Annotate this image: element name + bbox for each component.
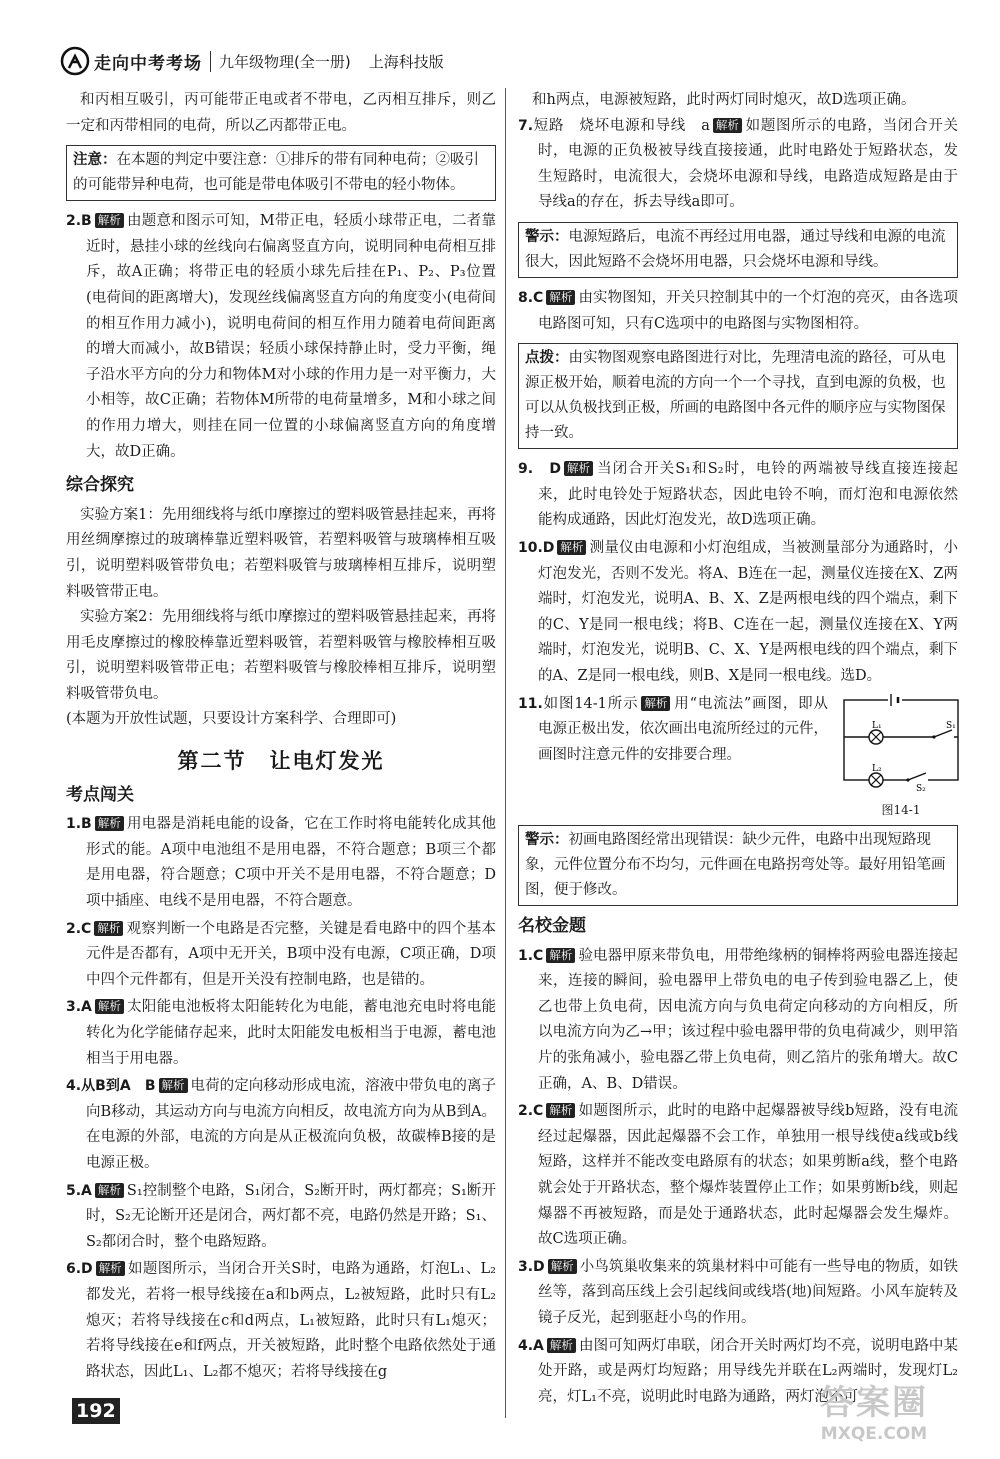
answer-number: 5.A — [66, 1182, 92, 1199]
answer-number: 11. — [518, 695, 543, 712]
analysis-tag: 解析 — [547, 1338, 576, 1353]
answer-number: 8.C — [518, 289, 544, 306]
answer-number: 9. D — [518, 461, 561, 478]
plan-note: (本题为开放性试题，只要设计方案科学、合理即可) — [66, 711, 397, 728]
analysis-tag: 解析 — [159, 1078, 188, 1093]
answer-item — [66, 1179, 496, 1256]
answer-number: 6.D — [66, 1261, 93, 1278]
answer-item — [66, 995, 496, 1072]
answer-text: 由题意和图示可知，M带正电，轻质小球带正电，二者靠近时，悬挂小球的丝线向右偏离竖直方向，说明同种电荷相互排斥，故A正确；将带正电的轻质小球先后挂在P₁、P₂、P₃位置(电荷间的距离增大)，发现丝线偏离竖直方向的角度变小(电荷间的相互作用力减小)，说明电荷间的相互作用力随着电荷间距离的增大而减小，故B错误；轻质小球保持静止时，受力平衡，绳子沿水平方向的分力和物体M对小球的作用力是一对平衡力，大小相等，故C正确；若物体M所带的电荷量增多，M和小球之间的作用力增大，则挂在同一位置的小球偏离竖直方向的角度增大，故D正确。 — [86, 213, 496, 460]
answer-text: 用电器是消耗电能的设备，它在工作时将电能转化成其他形式的能。A项中电池组不是用电器，不符合题意；B项三个都是用电器，符合题意；C项中开关不是用电器，不符合题意；D项中插座、电线不是用电器，不符合题意。 — [86, 816, 496, 910]
answer-item — [518, 1099, 958, 1253]
answer-text: 如题图所示，此时的电路中起爆器被导线b短路，没有电流经过起爆器，因此起爆器不会工作，单独用一根导线使a线或b线短路，这样并不能改变电路原有的状态；如果剪断a线，整个电路就会处于开路状态，整个爆炸装置停止工作；如果剪断b线，则起爆器不再被短路，而是处于通路状态，此时起爆器会发生爆炸。故C选项正确。 — [538, 1103, 958, 1248]
answer-text: 观察判断一个电路是否完整，关键是看电路中的四个基本元件是否都有，A项中无开关，B项中没有电源，C项正确，D项中四个元件都有，但是开关没有控制电路，也是错的。 — [86, 920, 496, 988]
left-column — [66, 88, 496, 1387]
analysis-tag: 解析 — [546, 290, 575, 305]
left-intro: 和丙相互吸引，丙可能带正电或者不带电，乙丙相互排斥，则乙一定和丙带相同的电荷，所以乙丙都带正电。 — [66, 92, 496, 134]
note-box — [66, 145, 496, 201]
answer-number: 1.B — [66, 816, 92, 833]
answer-text: 如题图所示的电路，当闭合开关时，电源的正负极被导线直接接通，此时电路处于短路状态，发生短路时，电流很大，会烧坏电源和导线，电路造成短路是由于导线a的存在，拆去导线a即可。 — [538, 117, 958, 211]
answer-key: 如图14-1所示 — [542, 695, 639, 712]
answer-item — [518, 692, 828, 818]
answer-item — [66, 917, 496, 994]
analysis-tag: 解析 — [95, 213, 124, 228]
tip-text: 由实物图观察电路图进行对比，先理清电流的路径，可从电源正极开始，顺着电流的方向一个一个寻找，直到电源的负极，也可以从负极找到正极，所画的电路图中各元件的顺序应与实物图保持一致。 — [525, 350, 946, 442]
chapter-title: 第二节 让电灯发光 — [177, 749, 385, 774]
answer-item — [66, 1074, 496, 1176]
answer-number: 1.C — [518, 947, 544, 964]
answer-item — [66, 1257, 496, 1385]
answer-key: 短路 烧坏电源和导线 a — [533, 117, 710, 134]
answer-text: 如题图所示，当闭合开关S时，电路为通路，灯泡L₁、L₂都发光，若将一根导线接在a和b两点，L₂被短路，此时只有L₂熄灭；若将导线接在c和d两点，L₁被短路，此时只有L₁熄灭；若将导线接在e和f两点，开关被短路，此时整个电路依然处于通路状态，因此L₁、L₂都不熄灭；若将导线接在g — [86, 1261, 496, 1380]
answer-number: 10.D — [518, 539, 555, 556]
note-text: 在本题的判定中要注意：①排斥的带有同种电荷；②吸引的可能带异种电荷，也可能是带电体吸引不带电的轻小物体。 — [73, 152, 479, 194]
answer-text: 由实物图知，开关只控制其中的一个灯泡的亮灭，由各选项电路图可知，只有C选项中的电路图与实物图相符。 — [538, 289, 958, 332]
analysis-tag: 解析 — [548, 1259, 577, 1274]
section-heading-explore: 综合探究 — [66, 475, 134, 496]
answer-number: 4.从B到A B — [66, 1078, 156, 1095]
answer-number: 4.A — [518, 1337, 544, 1354]
circuit-diagram — [836, 692, 966, 792]
page-number: 192 — [72, 1398, 120, 1424]
figure-caption: 图14-1 — [881, 803, 921, 818]
answer-text: 当闭合开关S₁和S₂时，电铃的两端被导线直接连接起来，此时电铃处于短路状态，因此电铃不响，而灯泡和电源依然能构成通路，因此灯泡发光，故D选项正确。 — [538, 461, 958, 529]
analysis-tag: 解析 — [546, 1103, 575, 1118]
warning-text: 初画电路图经常出现错误：缺少元件，电路中出现短路现象，元件位置分布不均匀，元件画在电路拐弯处等。最好用铅笔画图，便于修改。 — [525, 832, 946, 899]
answer-text: 太阳能电池板将太阳能转化为电能，蓄电池充电时将电能转化为化学能储存起来，此时太阳能发电板相当于电源，蓄电池相当于用电器。 — [86, 999, 496, 1067]
analysis-tag: 解析 — [564, 461, 593, 476]
right-intro: 和h两点，电源被短路，此时两灯同时熄灭，故D选项正确。 — [532, 92, 916, 108]
analysis-tag: 解析 — [95, 816, 124, 831]
answer-item — [518, 536, 958, 690]
analysis-tag: 解析 — [641, 696, 670, 711]
answer-item — [66, 812, 496, 914]
answer-item — [518, 944, 958, 1098]
answer-item — [518, 114, 958, 216]
answer-number: 2.C — [66, 920, 92, 937]
answer-item — [518, 1255, 958, 1332]
book-title: 九年级物理(全一册) — [210, 51, 351, 72]
section-heading-points: 考点闯关 — [66, 784, 134, 805]
analysis-tag: 解析 — [713, 118, 742, 133]
analysis-tag: 解析 — [95, 1183, 124, 1198]
answer-text: 验电器甲原来带负电，用带绝缘柄的铜棒将两验电器连接起来，连接的瞬间，验电器甲上带负电的电子传到验电器乙上，使乙也带上负电荷，因电流方向与负电荷定向移动的方向相反，所以电流方向为乙→甲；该过程中验电器甲带的负电荷减少，则甲箔片的张角减小，验电器乙带上负电荷，则乙箔片的张角增大。故C正确，A、B、D错误。 — [538, 947, 958, 1092]
warning-box — [518, 222, 958, 278]
answer-number: 7. — [518, 117, 534, 134]
column-divider — [505, 88, 506, 1418]
circuit-figure — [836, 692, 966, 820]
analysis-tag: 解析 — [94, 921, 123, 936]
tip-label: 点拨： — [525, 350, 569, 367]
plan-2: 实验方案2：先用细线将与纸巾摩擦过的塑料吸管悬挂起来，再将用毛皮摩擦过的橡胶棒靠近塑料吸管，若塑料吸管与橡胶棒相互吸引，说明塑料吸管带正电；若塑料吸管与橡胶棒相互排斥，说明塑料吸管带负电。 — [66, 609, 496, 702]
warning-box — [518, 825, 958, 906]
watermark-line1: 答案圈 — [820, 1383, 928, 1423]
plan-1: 实验方案1：先用细线将与纸巾摩擦过的塑料吸管悬挂起来，再将用丝绸摩擦过的玻璃棒靠近塑料吸管，若塑料吸管与玻璃棒相互吸引，说明塑料吸管带负电；若塑料吸管与玻璃棒相互排斥，说明塑料吸管带正电。 — [66, 506, 496, 600]
note-label: 注意： — [73, 152, 117, 169]
answer-text: 用“电流法”画图，即从电源正极出发，依次画出电流所经过的元件，画图时注意元件的安排要合理。 — [538, 695, 829, 763]
label-l1: L₁ — [872, 720, 882, 731]
page-header — [60, 44, 444, 78]
answer-text: 测量仪由电源和小灯泡组成，当被测量部分为通路时，小灯泡发光，否则不发光。将A、B连在一起，测量仪连接在X、Z两端时，灯泡发光，说明A、B、X、Z是两根电线的四个端点，剩下的C、Y是同一根电线；将B、C连在一起，测量仪连接在X、Y两端时，灯泡发光，说明B、C、X、Y是两根电线的四个端点，剩下的A、Z是同一根电线，则B、X是同一根电线。选D。 — [538, 539, 958, 684]
runner-logo-icon — [60, 46, 90, 76]
tip-box — [518, 343, 958, 449]
answer-text: 由图可知两灯串联，闭合开关时两灯均不亮，说明电路中某处开路，或是两灯均短路；用导线先并联在L₂两端时，发现灯L₂亮，灯L₁不亮，说明此时电路为通路，两灯泡不可 — [538, 1337, 958, 1405]
right-column — [518, 88, 958, 1412]
warning-label: 警示： — [525, 832, 569, 849]
answer-text: S₁控制整个电路，S₁闭合，S₂断开时，两灯都亮；S₁断开时，S₂无论断开还是闭合，两灯都不亮，电路仍然是开路；S₁、S₂都闭合时，整个电路短路。 — [86, 1182, 496, 1250]
answer-number: 3.A — [66, 999, 92, 1016]
edition-label: 上海科技版 — [368, 52, 444, 71]
warning-label: 警示： — [525, 228, 569, 245]
analysis-tag: 解析 — [96, 1261, 125, 1276]
label-s1: S₁ — [946, 720, 956, 731]
watermark-line2: MXQE.COM — [820, 1424, 928, 1444]
answer-number: 2.C — [518, 1103, 544, 1120]
label-l2: L₂ — [872, 763, 882, 774]
brand-title: 走向中考考场 — [94, 53, 202, 74]
answer-item — [518, 286, 958, 337]
analysis-tag: 解析 — [95, 999, 124, 1014]
answer-number: 2.B — [66, 213, 92, 230]
warning-text: 电源短路后，电流不再经过用电器，通过导线和电源的电流很大，因此短路不会烧坏用电器，只会烧坏电源和导线。 — [525, 228, 946, 270]
label-s2: S₂ — [916, 783, 926, 792]
section-heading-famous: 名校金题 — [518, 916, 586, 937]
analysis-tag: 解析 — [557, 540, 586, 555]
answer-text: 电荷的定向移动形成电流，溶液中带负电的离子向B移动，其运动方向与电流方向相反，故电流方向为从B到A。在电源的外部，电流的方向是从正极流向负极，故碳棒B接的是电源正极。 — [86, 1078, 496, 1171]
answer-number: 3.D — [518, 1258, 545, 1275]
watermark — [820, 1375, 928, 1444]
answer-item — [518, 457, 958, 534]
q11-row — [518, 692, 958, 820]
answer-text: 小鸟筑巢收集来的筑巢材料中可能有一些导电的物质，如铁丝等，落到高压线上会引起线间或线塔(地)间短路。小风车旋转及镜子反光，起到驱赶小鸟的作用。 — [538, 1258, 958, 1326]
analysis-tag: 解析 — [546, 948, 575, 963]
answer-item — [66, 209, 496, 465]
